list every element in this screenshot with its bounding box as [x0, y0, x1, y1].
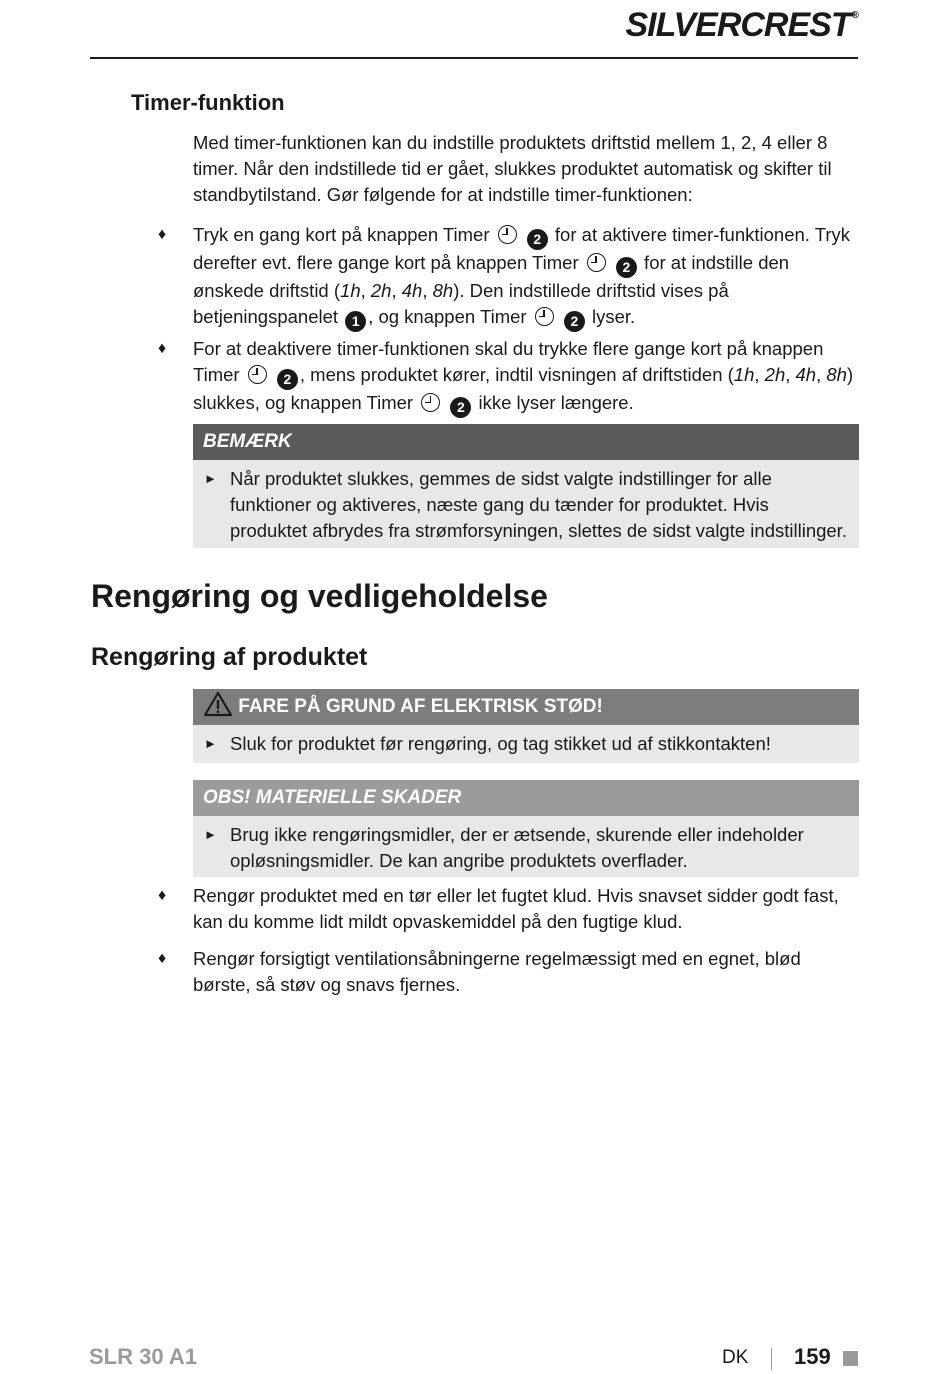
bullet-diamond: ♦: [158, 340, 167, 357]
arrow-icon: ►: [204, 827, 217, 842]
brand-logo: SILVERCREST®: [625, 6, 858, 44]
section-subtitle: Rengøring af produktet: [91, 643, 368, 671]
timer-intro: Med timer-funktionen kan du indstille produktets driftstid mellem 1, 2, 4 eller 8 timer. Når den indstillede tid er gået, slukkes produktet automatisk og skifter til standbytilstand. Gør følgende for at indstille timer-funktionen:: [193, 132, 832, 205]
note-box: [193, 424, 859, 548]
arrow-icon: ►: [204, 736, 217, 751]
footer-model: SLR 30 A1: [89, 1344, 198, 1369]
danger-title: FARE PÅ GRUND AF ELEKTRISK STØD!: [238, 696, 603, 717]
header-rule: [90, 57, 858, 59]
footer-separator: [771, 1348, 772, 1370]
timer-clock-icon: [421, 393, 440, 412]
timer-clock-icon: [498, 225, 517, 244]
number-badge-1: 1: [345, 311, 366, 332]
danger-box: [193, 689, 859, 763]
number-badge-2: 2: [616, 257, 637, 278]
warning-triangle-icon: [203, 691, 233, 717]
timer-clock-icon: [248, 365, 267, 384]
footer-square-icon: [843, 1351, 858, 1366]
bullet-diamond: ♦: [158, 950, 167, 967]
bullet-diamond: ♦: [158, 887, 167, 904]
number-badge-2: 2: [564, 311, 585, 332]
number-badge-2: 2: [527, 229, 548, 250]
page-number: 159: [794, 1344, 831, 1369]
note-title: BEMÆRK: [193, 424, 859, 460]
number-badge-2: 2: [277, 369, 298, 390]
timer-clock-icon: [535, 307, 554, 326]
timer-clock-icon: [587, 253, 606, 272]
timer-heading: Timer-funktion: [131, 90, 285, 115]
number-badge-2: 2: [450, 397, 471, 418]
note-text: Når produktet slukkes, gemmes de sidst valgte indstillinger for alle funktioner og aktiveres, næste gang du tænder for produktet. Hvis produktet afbrydes fra strømforsyningen, slettes de sidst valgte indstillinger.: [230, 468, 847, 541]
section-title: Rengøring og vedligeholdelse: [91, 578, 548, 614]
caution-text: Brug ikke rengøringsmidler, der er ætsende, skurende eller indeholder opløsningsmidler. De kan angribe produktets overflader.: [230, 824, 804, 871]
caution-box: [193, 780, 859, 877]
footer-language: DK: [722, 1347, 749, 1368]
danger-text: Sluk for produktet før rengøring, og tag stikket ud af stikkontakten!: [230, 733, 771, 754]
arrow-icon: ►: [204, 471, 217, 486]
bullet-diamond: ♦: [158, 226, 167, 243]
caution-title: OBS! MATERIELLE SKADER: [193, 780, 859, 816]
